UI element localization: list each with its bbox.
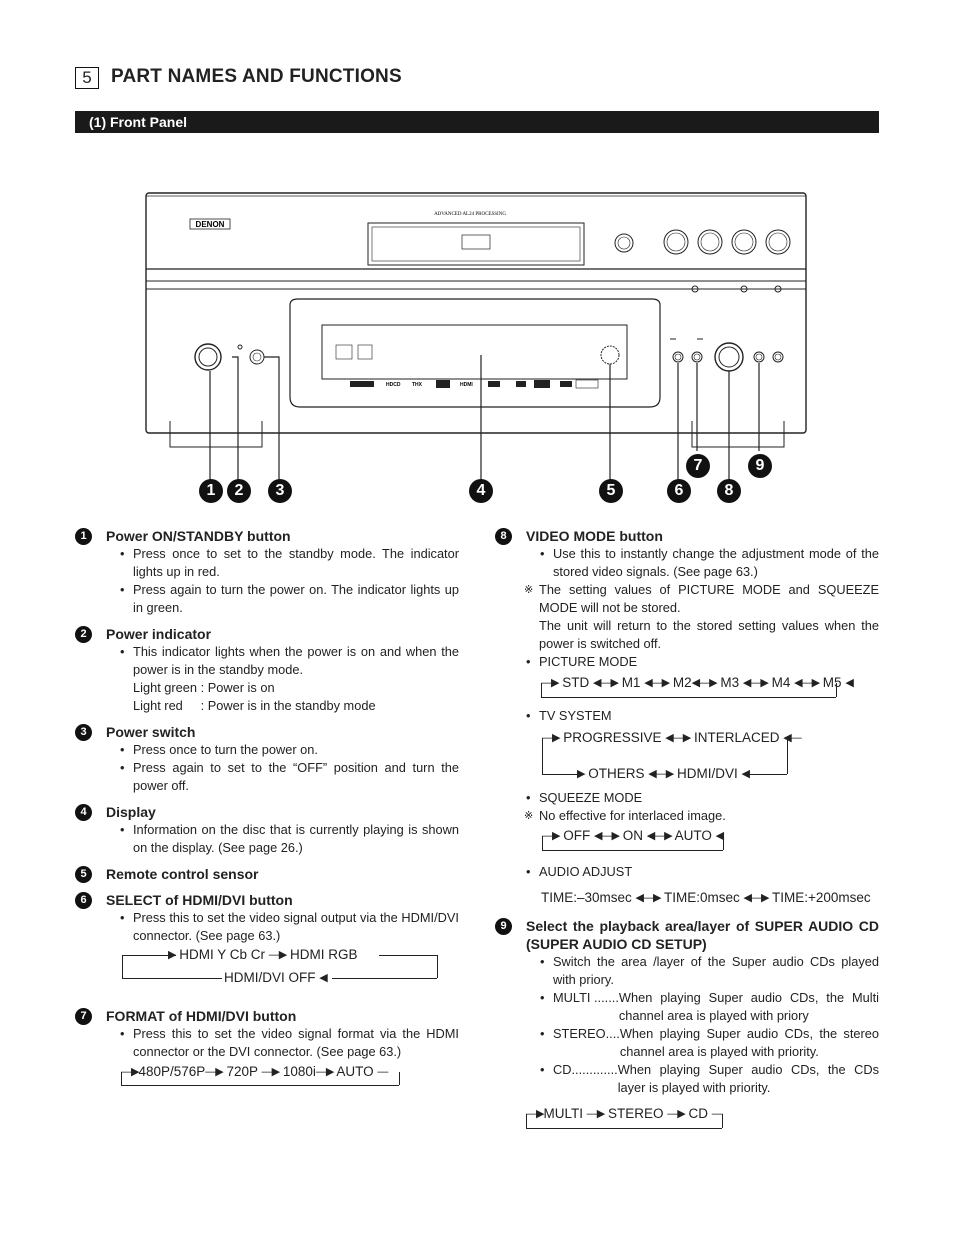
flow-option: TIME:0msec [663, 890, 740, 905]
option-text: When playing Super audio CDs, the stereo channel area is played with priority. [619, 1026, 879, 1059]
flow-option: TIME:+200msec [771, 890, 871, 905]
tv-system-flow: —▶ PROGRESSIVE ◀—▶ INTERLACED ◀— ▶ OTHERS ◀—▶ HDMI/DVI ◀ [542, 730, 801, 781]
flow-option: M2 [672, 675, 692, 690]
item-number: 8 [495, 528, 512, 545]
item-8-note [495, 581, 879, 671]
item-text: • Switch the area /layer of the Super audio CDs played with priory. [539, 953, 879, 989]
sacd-setup-flow: —▶MULTI —▶ STEREO —▶ CD — [526, 1105, 879, 1135]
right-column [495, 527, 879, 1135]
item-title: SELECT of HDMI/DVI button [106, 892, 293, 908]
callout-9: 9 [748, 454, 772, 478]
tv-system-block [495, 707, 879, 725]
audio-block [495, 863, 879, 881]
item-number: 3 [75, 724, 92, 741]
flow-option: M3 [720, 675, 740, 690]
item-number: 7 [75, 1008, 92, 1025]
option-text: When playing Super audio CDs, the CDs layer is played with priority. [617, 1062, 879, 1095]
item-title: Power indicator [106, 626, 212, 642]
item-title: VIDEO MODE button [526, 528, 663, 544]
item-title: Power ON/STANDBY button [106, 528, 291, 544]
hdmi-select-flow: ▶ HDMI Y Cb Cr —▶ HDMI RGB HDMI/DVI OFF ◀ [106, 945, 459, 1007]
mode-label: • AUDIO ADJUST [525, 863, 879, 881]
callout-2: 2 [227, 479, 251, 503]
flow-option: CD [688, 1106, 708, 1121]
flow-option: 1080i [282, 1064, 316, 1079]
flow-option: AUTO [674, 828, 712, 843]
picture-mode-flow: —▶ STD ◀—▶ M1 ◀—▶ M2◀—▶ M3 ◀—▶ M4 ◀—▶ M5 ◀ [539, 671, 879, 711]
flow-option: STEREO [607, 1106, 664, 1121]
item-5 [75, 865, 459, 883]
front-panel-diagram [140, 185, 820, 515]
hdmi-format-flow: —▶480P/576P—▶ 720P —▶ 1080i—▶ AUTO — [106, 1061, 459, 1091]
callout-7: 7 [686, 454, 710, 478]
note-text: ※ No effective for interlaced image. [525, 807, 879, 825]
item-number: 5 [75, 866, 92, 883]
item-text: • Press once to set to the standby mode. The indicator lights up in red. [119, 545, 459, 581]
flow-option: M4 [771, 675, 791, 690]
item-text: • Press again to set to the “OFF” position and turn the power off. [119, 759, 459, 795]
flow-option: STD [562, 675, 590, 690]
flow-option: TIME:–30msec [541, 890, 632, 905]
flow-option: PROGRESSIVE [563, 730, 662, 745]
item-title: Display [106, 804, 156, 820]
svg-text:HDCD: HDCD [386, 382, 401, 388]
item-9 [495, 917, 879, 1097]
svg-text:HDMI: HDMI [460, 382, 473, 388]
flow-option: INTERLACED [693, 730, 780, 745]
flow-option: AUTO [336, 1064, 374, 1079]
callout-3: 3 [268, 479, 292, 503]
option-key: • STEREO.... [553, 1026, 620, 1041]
item-title: FORMAT of HDMI/DVI button [106, 1008, 297, 1024]
callout-8: 8 [717, 479, 741, 503]
subsection-bar: (1) Front Panel [75, 111, 879, 133]
item-text: • Press once to turn the power on. [119, 741, 459, 759]
item-number: 2 [75, 626, 92, 643]
item-text: • Use this to instantly change the adjustment mode of the stored video signals. (See page 63.) [539, 545, 879, 581]
item-4 [75, 803, 459, 857]
item-title: Remote control sensor [106, 866, 259, 882]
flow-option: 720P [226, 1064, 258, 1079]
item-title: Select the playback area/layer of SUPER AUDIO CD (SUPER AUDIO CD SETUP) [526, 918, 879, 952]
flow-option: M5 [822, 675, 842, 690]
callout-5: 5 [599, 479, 623, 503]
mode-label: • SQUEEZE MODE [525, 789, 879, 807]
flow-option: HDMI Y Cb Cr [179, 947, 266, 962]
brand-logo: DENON [195, 220, 225, 229]
item-number: 6 [75, 892, 92, 909]
flow-option: ON [622, 828, 643, 843]
item-2 [75, 625, 459, 715]
mode-label: • PICTURE MODE [525, 653, 879, 671]
item-text: • Information on the disc that is currently playing is shown on the display. (See page 26.) [119, 821, 459, 857]
item-8 [495, 527, 879, 581]
item-text: • Press again to turn the power on. The indicator lights up in green. [119, 581, 459, 617]
note-text: The unit will return to the stored setting values when the power is switched off. [539, 618, 879, 651]
flow-option: OFF [563, 828, 591, 843]
option-text: When playing Super audio CDs, the Multi channel area is played with priory [618, 990, 879, 1023]
flow-option: 480P/576P [138, 1064, 206, 1079]
note-text: ※ The setting values of PICTURE MODE and SQUEEZE MODE will not be stored. [525, 581, 879, 617]
flow-option: HDMI/DVI OFF [224, 970, 316, 985]
al24-logo: ADVANCED AL24 PROCESSING [434, 212, 506, 217]
svg-text:THX: THX [412, 382, 422, 388]
callout-1: 1 [199, 479, 223, 503]
item-number: 9 [495, 918, 512, 935]
option-stereo [539, 1025, 879, 1061]
item-text: Light red : Power is in the standby mode [133, 698, 376, 713]
item-number: 1 [75, 528, 92, 545]
squeeze-mode-flow: —▶ OFF ◀—▶ ON ◀—▶ AUTO ◀ [539, 825, 879, 863]
item-number: 4 [75, 804, 92, 821]
mode-label: • TV SYSTEM [525, 707, 879, 725]
flow-option: HDMI/DVI [676, 766, 738, 781]
flow-option: MULTI [543, 1106, 583, 1121]
audio-adjust-flow: TIME:–30msec ◀—▶ TIME:0msec ◀—▶ TIME:+200msec [541, 890, 871, 905]
item-text: Light green : Power is on [133, 680, 275, 695]
page-title: PART NAMES AND FUNCTIONS [111, 66, 402, 87]
item-1 [75, 527, 459, 617]
left-column [75, 527, 459, 1091]
option-key: • CD............. [553, 1062, 618, 1077]
option-key: • MULTI ....... [553, 990, 619, 1005]
flow-option: M1 [621, 675, 641, 690]
option-multi [539, 989, 879, 1025]
item-text: • Press this to set the video signal output via the HDMI/DVI connector. (See page 63.) [119, 909, 459, 945]
squeeze-block [495, 789, 879, 825]
section-number: 5 [75, 67, 99, 89]
option-cd [539, 1061, 879, 1097]
item-6 [75, 891, 459, 1007]
item-title: Power switch [106, 724, 196, 740]
callout-6: 6 [667, 479, 691, 503]
item-text: • Press this to set the video signal format via the HDMI connector or the DVI connector. (See page 63.) [119, 1025, 459, 1061]
item-7 [75, 1007, 459, 1091]
flow-option: OTHERS [588, 766, 645, 781]
item-text: • This indicator lights when the power is on and when the power is in the standby mode. [119, 643, 459, 679]
flow-option: HDMI RGB [290, 947, 358, 962]
callout-4: 4 [469, 479, 493, 503]
item-3 [75, 723, 459, 795]
